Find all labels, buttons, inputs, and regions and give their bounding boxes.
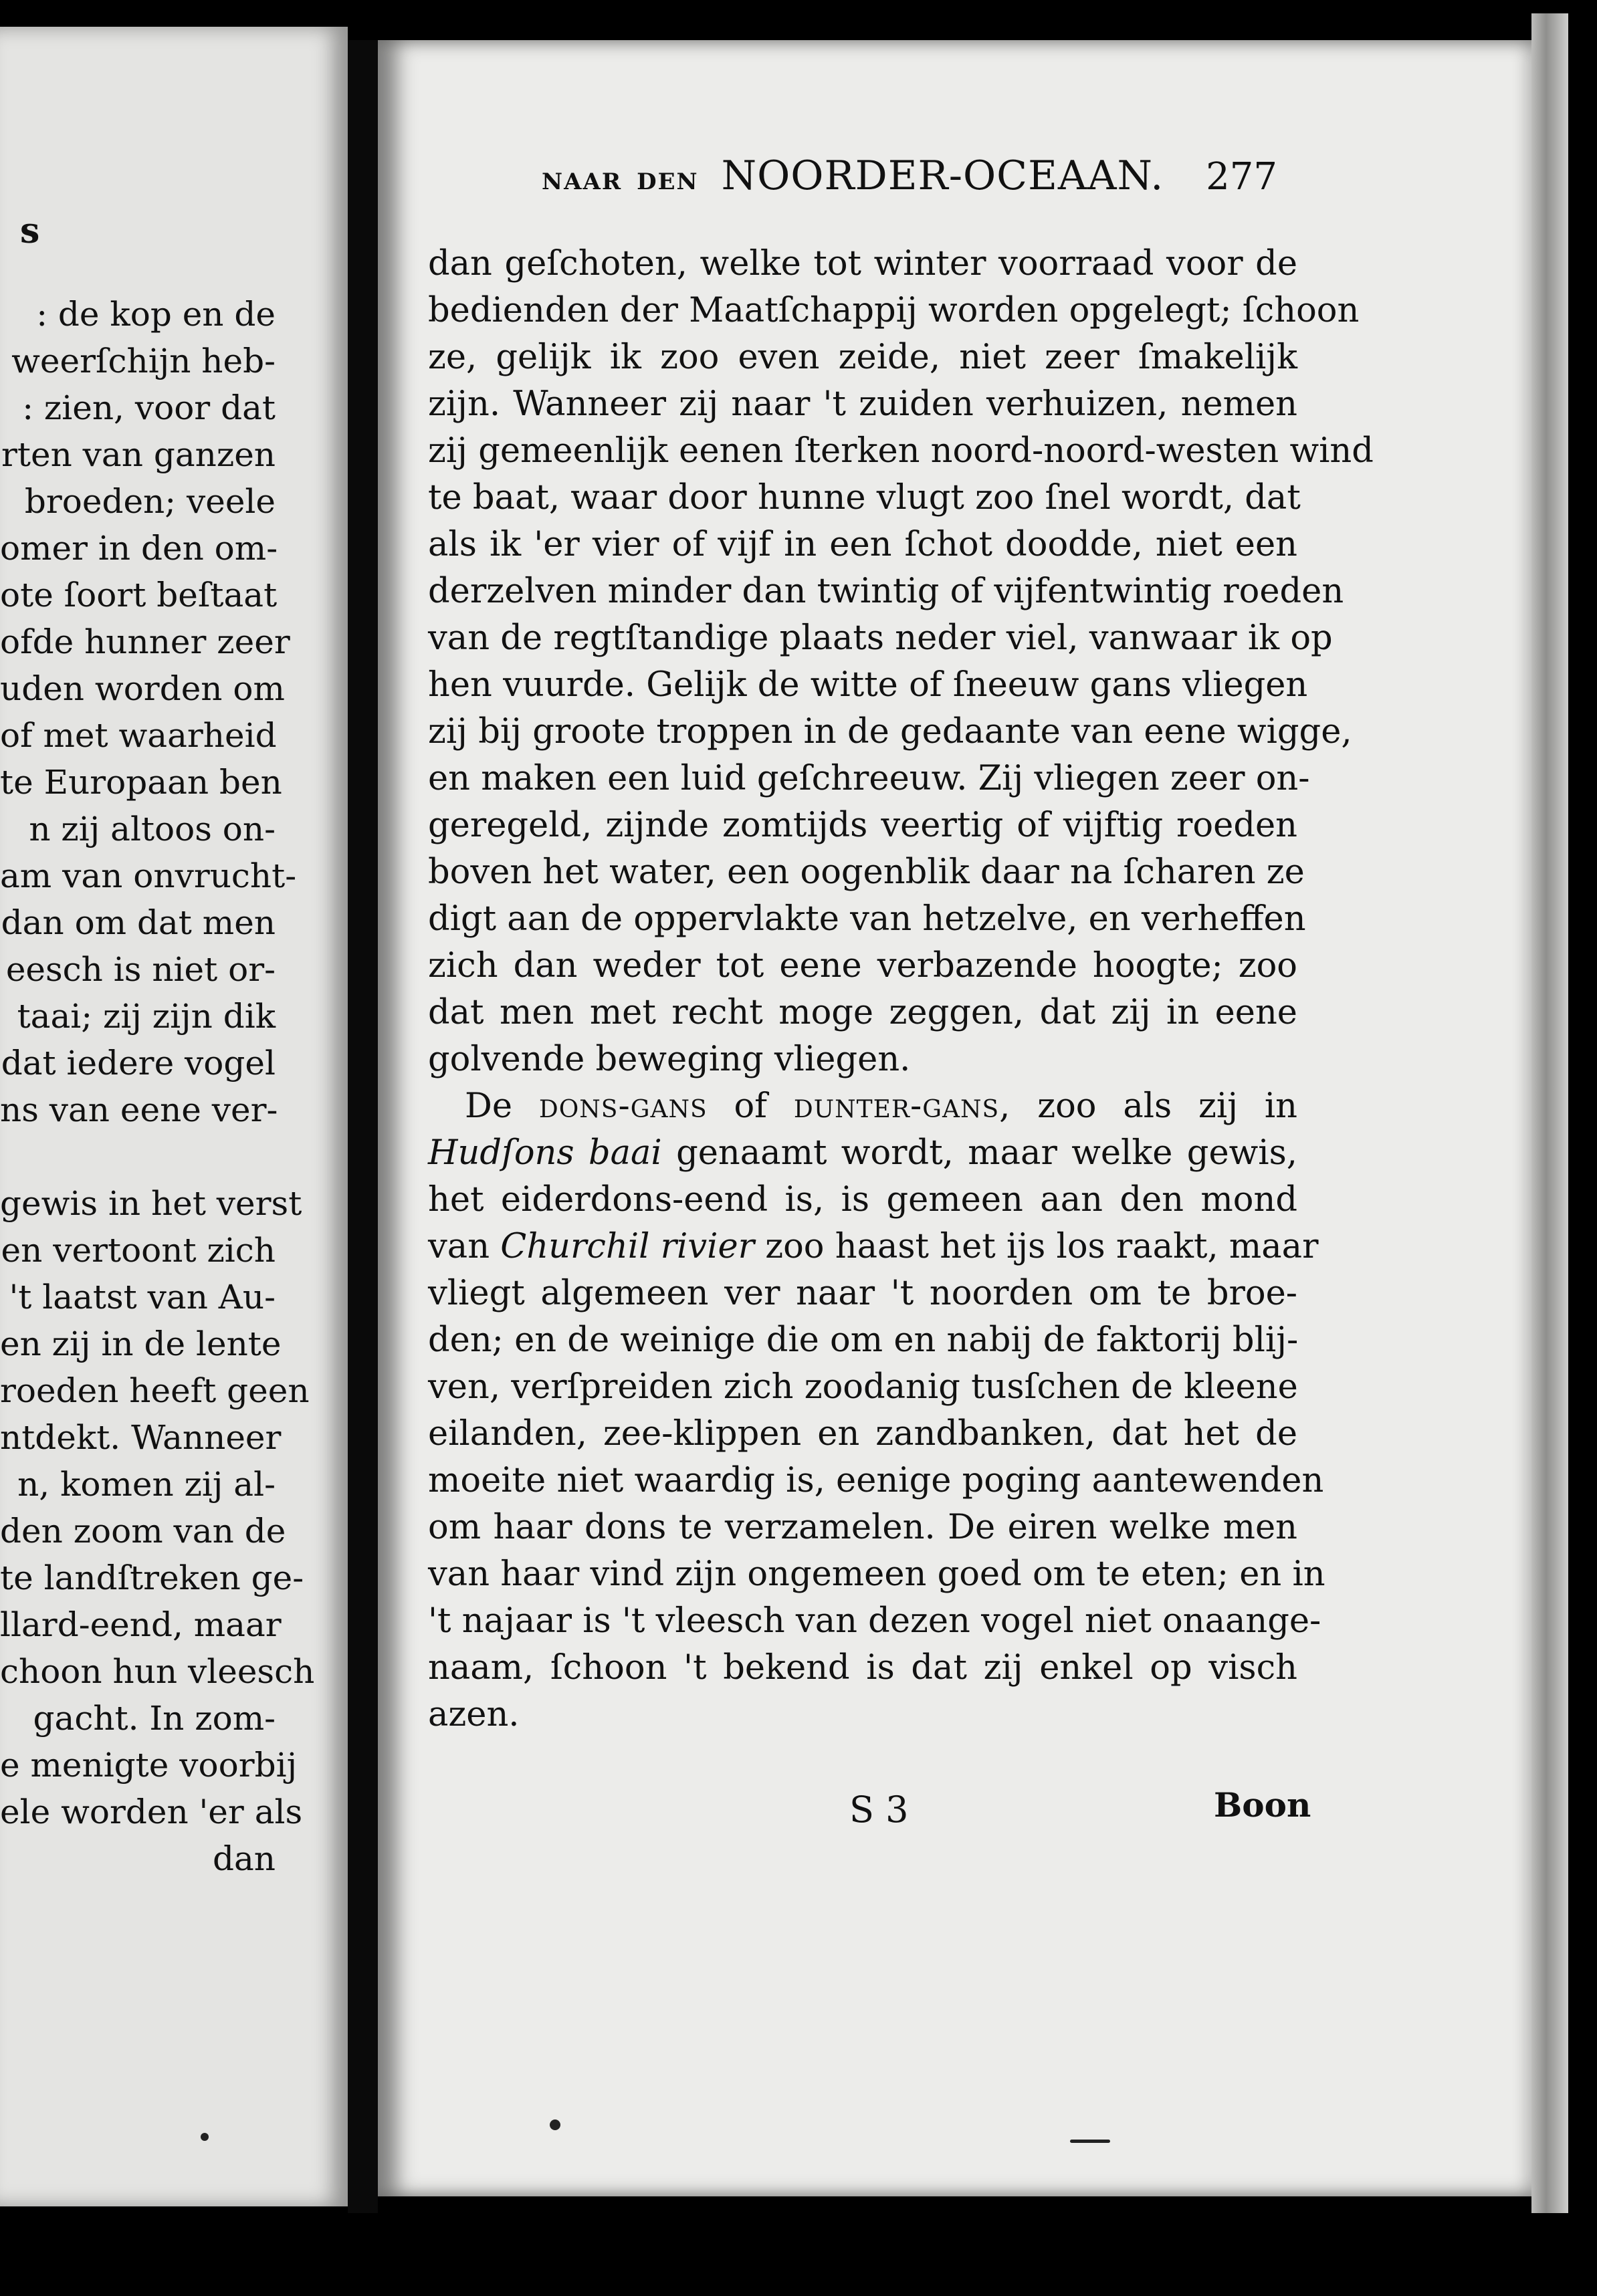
text-line: vliegt algemeen ver naar 't noorden om te broe-	[428, 1274, 1297, 1313]
text-line: dan geſchoten, welke tot winter voorraad voor de	[428, 244, 1297, 283]
left-line: : de kop en de	[36, 295, 276, 334]
left-page-header: s	[20, 211, 40, 251]
page-body	[428, 241, 1374, 1738]
header-naar: NAAR	[542, 168, 623, 195]
text-line: dat men met recht moge zeggen, dat zij in eene	[428, 993, 1297, 1032]
left-line: ele worden 'er als	[0, 1793, 303, 1831]
left-page-text	[0, 291, 315, 1882]
text-line: hen vuurde. Gelijk de witte of ſneeuw gans vliegen	[428, 665, 1308, 705]
left-line: 't laatst van Au-	[9, 1278, 276, 1316]
text-line: en maken een luid geſchreeuw. Zij vliegen zeer on-	[428, 759, 1310, 798]
text-line	[428, 1130, 1297, 1177]
left-line: eesch is niet or-	[5, 950, 276, 989]
running-header	[542, 152, 1277, 199]
text-line: golvende beweging vliegen.	[428, 1040, 911, 1079]
text-line: eilanden, zee-klippen en zandbanken, dat het de	[428, 1414, 1297, 1454]
text-line: moeite niet waardig is, eenige poging aantewenden	[428, 1461, 1324, 1500]
text-line: om haar dons te verzamelen. De eiren welke men	[428, 1508, 1297, 1547]
text-line-para2-start	[428, 1083, 1297, 1130]
left-line: weerſchijn heb-	[11, 342, 276, 380]
left-line: uden worden om	[0, 669, 285, 708]
left-line: en zij in de lente	[0, 1325, 282, 1363]
text-line: boven het water, een oogenblik daar na ſcharen ze	[428, 852, 1305, 892]
left-line: rten van ganzen	[1, 435, 276, 474]
left-line: den zoom van de	[0, 1512, 286, 1551]
left-line: ofde hunner zeer	[0, 622, 290, 661]
text-line: geregeld, zijnde zomtijds veertig of vijftig roeden	[428, 806, 1297, 845]
ink-speck	[550, 2119, 560, 2130]
left-line: dat iedere vogel	[1, 1044, 276, 1082]
place-hudsons-baai: Hudſons baai	[428, 1133, 662, 1173]
left-line: broeden; veele	[24, 482, 276, 521]
page-edge	[1531, 13, 1568, 2213]
text-line: als ik 'er vier of vijf in een ſchot doodde, niet een	[428, 525, 1297, 564]
left-line: ns van eene ver-	[0, 1090, 278, 1129]
text-line: zijn. Wanneer zij naar 't zuiden verhuizen, nemen	[428, 384, 1297, 424]
text-line: zij bij groote troppen in de gedaante van eene wigge,	[428, 712, 1352, 752]
text-line: van haar vind zijn ongemeen goed om te eten; en in	[428, 1555, 1325, 1594]
left-line-blank	[0, 1133, 276, 1180]
left-line: roeden heeft geen	[0, 1371, 310, 1410]
left-line: choon hun vleesch	[0, 1652, 315, 1691]
left-line: dan om dat men	[1, 903, 276, 942]
term-dons-gans: dons-gans	[538, 1086, 708, 1126]
text-line: van de regtſtandige plaats neder viel, vanwaar ik op	[428, 618, 1333, 658]
left-line: am van onvrucht-	[0, 856, 297, 895]
text-line: den; en de weinige die om en nabij de faktorij blij-	[428, 1321, 1299, 1360]
signature-mark: S 3	[849, 1789, 909, 1831]
left-line: omer in den om-	[0, 529, 278, 568]
ink-speck	[1070, 2140, 1110, 2143]
text-line: zich dan weder tot eene verbazende hoogte; zoo	[428, 946, 1297, 986]
text-line: derzelven minder dan twintig of vijfentwintig roeden	[428, 572, 1344, 611]
text-line: ze, gelijk ik zoo even zeide, niet zeer ſmakelijk	[428, 338, 1297, 377]
left-line: dan	[212, 1839, 276, 1878]
left-line: te Europaan ben	[0, 763, 282, 802]
term-dunter-gans: dunter-gans,	[793, 1086, 1011, 1126]
book-gutter	[348, 40, 378, 2213]
left-line: te landſtreken ge-	[0, 1559, 304, 1597]
left-line: of met waarheid	[0, 716, 277, 755]
left-line: n, komen zij al-	[17, 1465, 276, 1504]
word-of: of	[734, 1086, 768, 1126]
word-van: van	[428, 1227, 490, 1266]
line-tail: genaamt wordt, maar welke gewis,	[676, 1133, 1297, 1173]
line-tail: zoo als zij in	[1037, 1086, 1298, 1126]
left-line: : zien, voor dat	[22, 388, 276, 427]
left-line: gewis in het verst	[0, 1184, 302, 1223]
text-line	[428, 1224, 1319, 1270]
header-title: NOORDER-OCEAAN.	[721, 152, 1164, 199]
page-number: 277	[1206, 155, 1277, 199]
left-line: ote ſoort beſtaat	[0, 576, 278, 614]
left-line: ntdekt. Wanneer	[0, 1418, 282, 1457]
catchword: Boon	[1214, 1785, 1311, 1825]
ink-speck	[201, 2133, 209, 2141]
text-line: 't najaar is 't vleesch van dezen vogel niet onaange-	[428, 1601, 1321, 1641]
text-line: het eiderdons-eend is, is gemeen aan den mond	[428, 1180, 1297, 1220]
left-line: e menigte voorbij	[0, 1746, 298, 1785]
text-line: ven, verſpreiden zich zoodanig tusſchen de kleene	[428, 1367, 1298, 1407]
left-line: en vertoont zich	[1, 1231, 276, 1270]
text-line: te baat, waar door hunne vlugt zoo ſnel wordt, dat	[428, 478, 1301, 518]
place-churchil-rivier: Churchil rivier	[500, 1227, 755, 1266]
text-line: digt aan de oppervlakte van hetzelve, en verheffen	[428, 899, 1306, 939]
left-line: n zij altoos on-	[29, 810, 276, 848]
left-line: llard-eend, maar	[0, 1605, 282, 1644]
text-line: zij gemeenlijk eenen ſterken noord-noord-westen wind	[428, 431, 1374, 471]
text-line: bedienden der Maatſchappij worden opgelegt; ſchoon	[428, 291, 1360, 330]
header-den: DEN	[637, 168, 699, 195]
line-tail: zoo haast het ijs los raakt, maar	[765, 1227, 1319, 1266]
text-line: azen.	[428, 1695, 520, 1734]
left-line: taai; zij zijn dik	[17, 997, 276, 1036]
word-de: De	[465, 1086, 513, 1126]
left-page	[0, 27, 348, 2206]
text-line: naam, ſchoon 't bekend is dat zij enkel op visch	[428, 1648, 1297, 1688]
left-line: gacht. In zom-	[33, 1699, 276, 1738]
